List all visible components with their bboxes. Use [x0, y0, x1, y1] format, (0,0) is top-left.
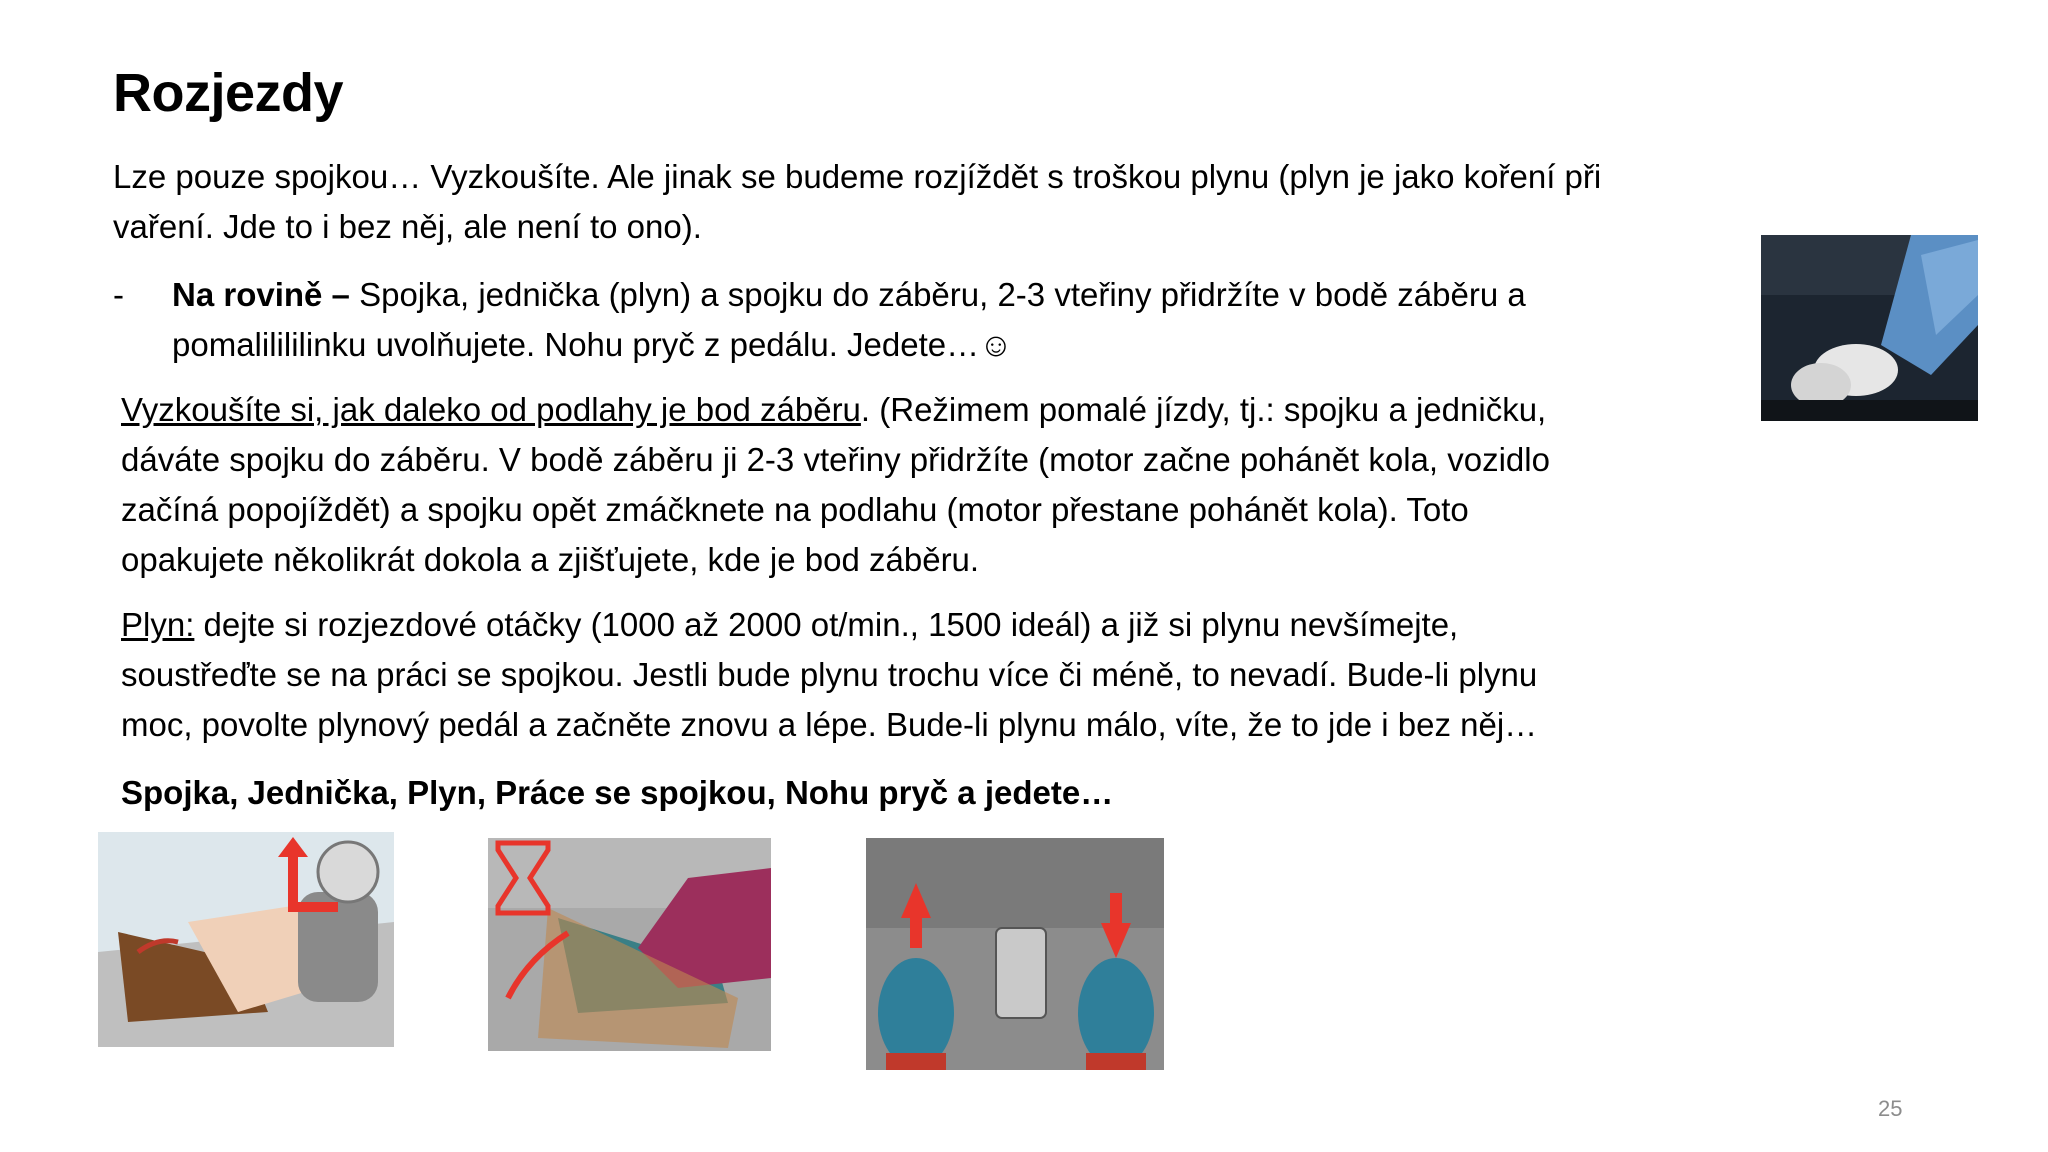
hourglass-pedal-illustration	[488, 838, 771, 1051]
page-number: 25	[1878, 1096, 1903, 1121]
plyn-label: Plyn:	[121, 606, 195, 643]
slide-title: Rozjezdy	[113, 63, 344, 123]
gear-shift-illustration	[98, 832, 394, 1047]
bullet-bold-label: Na rovině –	[172, 276, 350, 313]
bullet-line-1: Spojka, jednička (plyn) a spojku do záběru, 2-3 vteřiny přidržíte v bodě záběru a	[349, 276, 1526, 313]
para-line-3: začíná popojíždět) a spojku opět zmáčknete na podlahu (motor přestane pohánět kola). Toto	[121, 491, 1469, 528]
bullet-marker: -	[113, 276, 124, 313]
para-line-4: opakujete několikrát dokola a zjišťujete, kde je bod záběru.	[121, 541, 980, 578]
clutch-point-paragraph	[121, 385, 1550, 585]
para-line-1: . (Režimem pomalé jízdy, tj.: spojku a jedničku,	[860, 391, 1547, 428]
intro-line-2: vaření. Jde to i bez něj, ale není to ono).	[113, 208, 702, 245]
intro-paragraph	[113, 152, 1601, 252]
foot-pedal-photo	[1761, 235, 1978, 421]
bullet-item	[172, 270, 1526, 370]
summary-line: Spojka, Jednička, Plyn, Práce se spojkou, Nohu pryč a jedete…	[121, 774, 1114, 811]
plyn-line-3: moc, povolte plynový pedál a začněte znovu a lépe. Bude-li plynu málo, víte, že to jde i bez něj…	[121, 706, 1538, 743]
underlined-heading: Vyzkoušíte si, jak daleko od podlahy je bod záběru	[121, 391, 861, 428]
plyn-line-1: dejte si rozjezdové otáčky (1000 až 2000 ot/min., 1500 ideál) a již si plynu nevšímejte,	[194, 606, 1459, 643]
para-line-2: dáváte spojku do záběru. V bodě záběru ji 2-3 vteřiny přidržíte (motor začne pohánět kola, vozidlo	[121, 441, 1550, 478]
plyn-line-2: soustřeďte se na práci se spojkou. Jestli bude plynu trochu více či méně, to nevadí. Bude-li plynu	[121, 656, 1538, 693]
bullet-line-2: pomalilililinku uvolňujete. Nohu pryč z pedálu. Jedete…☺	[172, 326, 1013, 363]
intro-line-1: Lze pouze spojkou… Vyzkoušíte. Ale jinak se budeme rozjíždět s troškou plynu (plyn je jako koření při	[113, 158, 1602, 195]
pedals-illustration	[866, 838, 1164, 1070]
throttle-paragraph	[121, 600, 1537, 750]
